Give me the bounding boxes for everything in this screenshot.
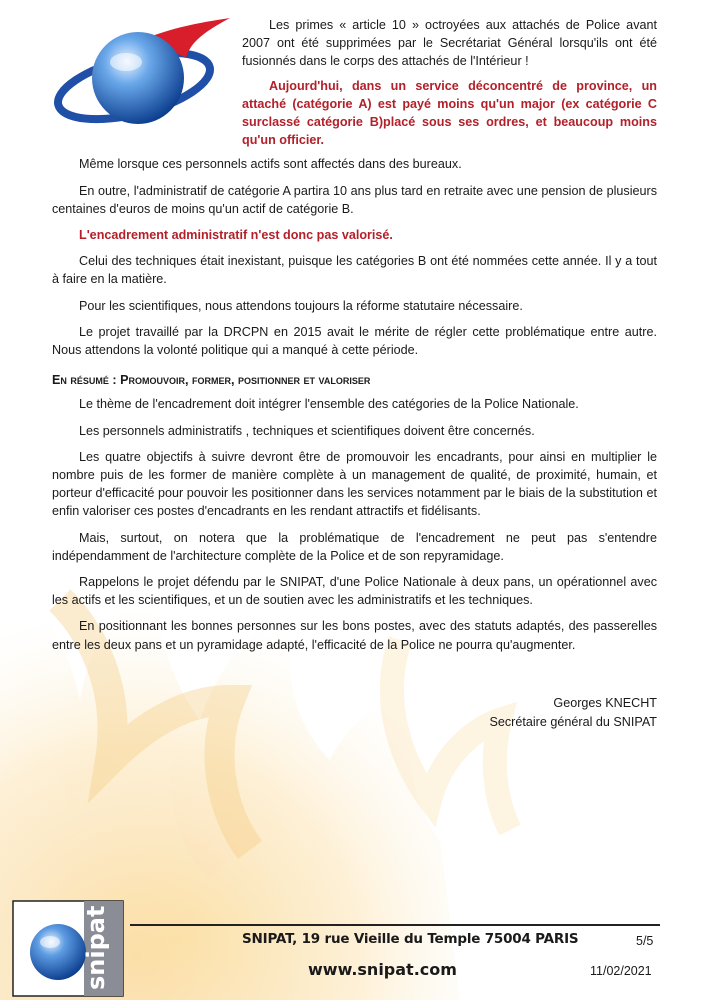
signature-name: Georges KNECHT: [553, 695, 657, 710]
paragraph-2: En outre, l'administratif de catégorie A partira 10 ans plus tard en retraite avec une pension de plusieurs centaines d'euros de moins qu'un actif de catégorie B.: [52, 183, 657, 216]
footer-logo-text: snipat: [82, 905, 110, 990]
paragraph-4: Celui des techniques était inexistant, puisque les catégories B ont été nommées cette année. Il y a tout à faire en la matière.: [52, 254, 657, 287]
paragraph-1: Même lorsque ces personnels actifs sont affectés dans des bureaux.: [79, 157, 462, 172]
paragraph-6: Le projet travaillé par la DRCPN en 2015 avait le mérite de régler cette problématique entre autre. Nous attendons la volonté politique qui a manqué à cette période.: [52, 324, 657, 358]
intro-paragraph-1: Les primes « article 10 » octroyées aux attachés de Police avant 2007 ont été supprimées par le Secrétariat Général lorsqu'ils ont été fusionnés dans le corps des attachés de l'Intérieur !: [242, 18, 657, 69]
intro-section: [242, 16, 657, 149]
footer-divider: [130, 924, 660, 926]
paragraph-10: Mais, surtout, on notera que la problématique de l'encadrement ne peut pas s'entendre indépendamment de l'architecture complète de la Police et de son repyramidage.: [52, 530, 657, 563]
intro-paragraph-2-highlight: Aujourd'hui, dans un service déconcentré de province, un attaché (catégorie A) est payé moins qu'un major (ex catégorie C surclassé catégorie B)placé sous ses ordres, et beaucoup moins qu'un officier.: [242, 78, 657, 148]
paragraph-7: Le thème de l'encadrement doit intégrer l'ensemble des catégories de la Police Nationale.: [79, 397, 579, 412]
website-link[interactable]: www.snipat.com: [308, 960, 457, 979]
section-heading: En résumé : Promouvoir, former, positionner et valoriser: [52, 373, 371, 388]
document-body: [52, 0, 657, 732]
signature-block: [52, 694, 657, 732]
paragraph-11: Rappelons le projet défendu par le SNIPAT, d'une Police Nationale à deux pans, un opérationnel avec les actifs et les scientifiques, et un de soutien avec les administratifs et les techniques.: [52, 575, 657, 608]
paragraph-9: Les quatre objectifs à suivre devront être de promouvoir les encadrants, pour ainsi en multiplier le nombre puis de les former de manière complète à un management de qualité, de proximité, humain, et porteur d'efficacité pour pouvoir les positionner dans les services notamment par le biais de la substitution et enfin valoriser ces postes d'encadrants en les rendant attractifs et fidélisants.: [52, 449, 657, 519]
document-date: 11/02/2021: [590, 964, 652, 978]
paragraph-5: Pour les scientifiques, nous attendons toujours la réforme statutaire nécessaire.: [79, 298, 523, 313]
paragraph-12: En positionnant les bonnes personnes sur les bons postes, avec des statuts adaptés, des passerelles entre les deux pans et un pyramidage adapté, l'efficacité de la Police ne pourra qu'augmenter.: [52, 619, 657, 652]
page-number: 5/5: [636, 934, 654, 948]
footer-address: SNIPAT, 19 rue Vieille du Temple 75004 PARIS: [242, 931, 579, 947]
snipat-footer-logo: [12, 900, 124, 997]
paragraph-3-highlight: L'encadrement administratif n'est donc pas valorisé.: [79, 228, 393, 243]
paragraph-8: Les personnels administratifs , techniques et scientifiques doivent être concernés.: [79, 423, 535, 438]
signature-title: Secrétaire général du SNIPAT: [489, 714, 657, 729]
